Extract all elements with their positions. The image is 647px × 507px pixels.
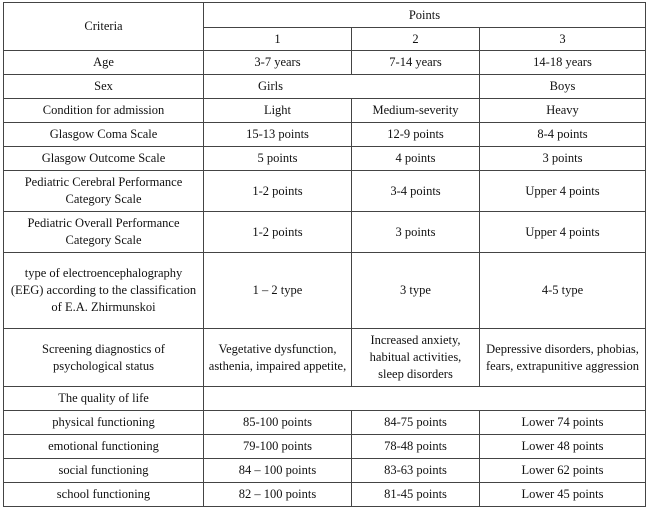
row-label: physical functioning <box>4 411 204 435</box>
table-row <box>4 253 646 329</box>
row-label: Screening diagnostics of psychological status <box>4 329 204 387</box>
cell: Increased anxiety, habitual activities, sleep disorders <box>352 329 480 387</box>
cell: 85-100 points <box>204 411 352 435</box>
points-col-1: 1 <box>204 28 352 51</box>
row-label: school functioning <box>4 483 204 507</box>
cell: 1-2 points <box>204 212 352 253</box>
cell-girls: Girls <box>204 75 480 99</box>
cell: 4 points <box>352 147 480 171</box>
quality-of-life-row <box>4 387 646 411</box>
cell: 78-48 points <box>352 435 480 459</box>
table-row <box>4 99 646 123</box>
points-col-3: 3 <box>480 28 646 51</box>
row-label: Pediatric Cerebral Performance Category Scale <box>4 171 204 212</box>
cell: 83-63 points <box>352 459 480 483</box>
row-label: Pediatric Overall Performance Category Scale <box>4 212 204 253</box>
cell-boys: Boys <box>480 75 646 99</box>
table-row <box>4 147 646 171</box>
cell: 79-100 points <box>204 435 352 459</box>
cell: 3 points <box>480 147 646 171</box>
table-row <box>4 329 646 387</box>
row-label: Glasgow Coma Scale <box>4 123 204 147</box>
table-row <box>4 459 646 483</box>
points-col-2: 2 <box>352 28 480 51</box>
cell: 4-5 type <box>480 253 646 329</box>
row-label: Condition for admission <box>4 99 204 123</box>
row-label: Glasgow Outcome Scale <box>4 147 204 171</box>
table-row <box>4 483 646 507</box>
cell: 12-9 points <box>352 123 480 147</box>
table-row <box>4 75 646 99</box>
criteria-points-table <box>3 2 646 507</box>
cell: 1 – 2 type <box>204 253 352 329</box>
cell: Lower 48 points <box>480 435 646 459</box>
row-label: type of electroencephalography (EEG) according to the classification of E.A. Zhirmunskoi <box>4 253 204 329</box>
criteria-header: Criteria <box>4 3 204 51</box>
row-label: Sex <box>4 75 204 99</box>
table-row <box>4 212 646 253</box>
table-row <box>4 411 646 435</box>
cell: Lower 45 points <box>480 483 646 507</box>
cell: 8-4 points <box>480 123 646 147</box>
cell: 1-2 points <box>204 171 352 212</box>
cell: 84-75 points <box>352 411 480 435</box>
cell: 3-7 years <box>204 51 352 75</box>
cell: 3-4 points <box>352 171 480 212</box>
table-row <box>4 51 646 75</box>
cell: 5 points <box>204 147 352 171</box>
cell: Vegetative dysfunction, asthenia, impaired appetite, <box>204 329 352 387</box>
row-label: social functioning <box>4 459 204 483</box>
points-header: Points <box>204 3 646 28</box>
cell: 3 points <box>352 212 480 253</box>
cell: 14-18 years <box>480 51 646 75</box>
cell: 81-45 points <box>352 483 480 507</box>
cell: Heavy <box>480 99 646 123</box>
table-row <box>4 435 646 459</box>
quality-of-life-empty <box>204 387 646 411</box>
cell: Light <box>204 99 352 123</box>
table-row <box>4 171 646 212</box>
cell: Upper 4 points <box>480 212 646 253</box>
cell: Depressive disorders, phobias, fears, extrapunitive aggression <box>480 329 646 387</box>
row-label: Age <box>4 51 204 75</box>
cell: 84 – 100 points <box>204 459 352 483</box>
table-row <box>4 123 646 147</box>
header-row-1 <box>4 3 646 28</box>
cell: 3 type <box>352 253 480 329</box>
cell: 82 – 100 points <box>204 483 352 507</box>
quality-of-life-label: The quality of life <box>4 387 204 411</box>
cell: Upper 4 points <box>480 171 646 212</box>
row-label: emotional functioning <box>4 435 204 459</box>
cell: 15-13 points <box>204 123 352 147</box>
cell: 7-14 years <box>352 51 480 75</box>
cell: Lower 74 points <box>480 411 646 435</box>
cell: Medium-severity <box>352 99 480 123</box>
cell: Lower 62 points <box>480 459 646 483</box>
